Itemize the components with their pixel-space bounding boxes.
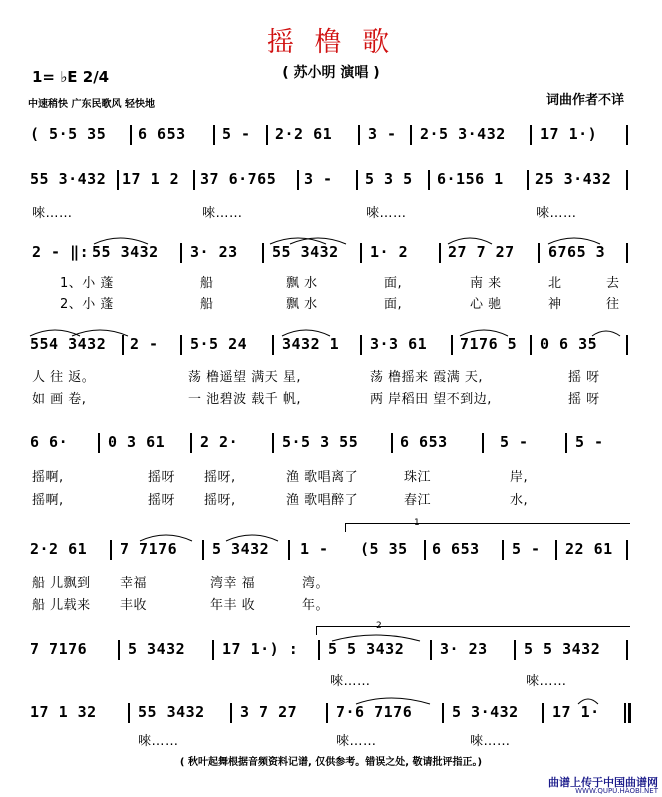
barline	[430, 640, 432, 660]
volta-number: 1	[414, 518, 420, 528]
measure: 3 -	[368, 125, 397, 143]
measure: 55 3432	[272, 243, 339, 261]
measure: 17 1 2	[122, 170, 180, 188]
lyric: 唻……	[202, 206, 243, 221]
singer-credit: ( 苏小明 演唱 )	[282, 65, 380, 81]
measure: 17 1 32	[30, 703, 97, 721]
barline	[98, 433, 100, 453]
barline	[193, 170, 195, 190]
lyric: 摇呀,	[204, 493, 236, 508]
volta-bracket-2	[316, 626, 630, 635]
barline	[410, 125, 412, 145]
lyric: 唻……	[330, 674, 371, 689]
measure: 2·2 61	[275, 125, 333, 143]
barline	[272, 335, 274, 355]
lyric: 如 画 卷,	[32, 392, 87, 407]
tempo-marking: 中速稍快 广东民歌风 轻快地	[28, 99, 155, 110]
measure: 6 653	[138, 125, 186, 143]
measure: 5 3432	[212, 540, 270, 558]
barline	[180, 335, 182, 355]
lyric: 摇呀	[148, 493, 176, 508]
barline	[530, 335, 532, 355]
barline	[118, 640, 120, 660]
barline	[360, 243, 362, 263]
measure: 17 1·)	[540, 125, 598, 143]
measure: 5 5 3432	[524, 640, 601, 658]
barline	[230, 703, 232, 723]
volta-bracket-1	[345, 523, 630, 532]
lyric: 年。	[302, 598, 330, 613]
measure: 7·6 7176	[336, 703, 413, 721]
lyric: 两 岸稻田 望不到边,	[370, 392, 492, 407]
measure: 7 7176	[30, 640, 88, 658]
barline	[442, 703, 444, 723]
lyric: 一 池碧波 载千 帆,	[188, 392, 302, 407]
final-barline	[628, 703, 631, 723]
barline	[117, 170, 119, 190]
barline	[318, 640, 320, 660]
lyric: 湾幸 福	[210, 576, 256, 591]
measure: 17 1·) :	[222, 640, 299, 658]
barline	[626, 540, 628, 560]
lyric: 唻……	[32, 206, 73, 221]
composer-credit: 词曲作者不详	[545, 93, 624, 108]
measure: 5·5 3 55	[282, 433, 359, 451]
lyric: 南 来	[470, 276, 502, 291]
measure: 3· 23	[440, 640, 488, 658]
measure: 3·3 61	[370, 335, 428, 353]
barline	[626, 125, 628, 145]
key-signature: 1= ♭E 2/4	[32, 68, 110, 86]
barline	[130, 125, 132, 145]
barline	[358, 125, 360, 145]
lyric: 1、小 蓬	[60, 276, 114, 291]
measure: 55 3432	[92, 243, 159, 261]
barline	[482, 433, 484, 453]
lyric: 唻……	[526, 674, 567, 689]
barline	[326, 703, 328, 723]
measure: 22 61	[565, 540, 613, 558]
lyric: 2、小 蓬	[60, 297, 114, 312]
measure: 2 -	[130, 335, 159, 353]
score-title: 摇 橹 歌	[266, 27, 396, 58]
lyric: 去	[606, 276, 620, 291]
lyric: 年丰 收	[210, 598, 256, 613]
measure: 7176 5	[460, 335, 518, 353]
lyric: 船	[200, 276, 214, 291]
measure: 5 -	[500, 433, 529, 451]
lyric: 珠江	[404, 470, 432, 485]
lyric: 湾。	[302, 576, 330, 591]
lyric: 神	[548, 297, 562, 312]
lyric: 渔 歌唱醉了	[286, 493, 359, 508]
barline	[122, 335, 124, 355]
lyric: 摇啊,	[32, 493, 64, 508]
barline	[266, 125, 268, 145]
measure: 55 3432	[138, 703, 205, 721]
barline	[502, 540, 504, 560]
barline	[538, 243, 540, 263]
barline	[527, 170, 529, 190]
measure: 6 653	[432, 540, 480, 558]
measure: 2 - ‖:	[32, 243, 90, 261]
measure: 17 1·	[552, 703, 600, 721]
lyric: 面,	[384, 276, 403, 291]
lyric: 唻……	[336, 734, 377, 749]
measure: 3432 1	[282, 335, 340, 353]
barline	[212, 640, 214, 660]
barline	[626, 640, 628, 660]
barline	[530, 125, 532, 145]
measure: 5 5 3432	[328, 640, 405, 658]
barline	[288, 540, 290, 560]
lyric: 渔 歌唱离了	[286, 470, 359, 485]
barline	[190, 433, 192, 453]
measure: 37 6·765	[200, 170, 277, 188]
lyric: 面,	[384, 297, 403, 312]
barline	[626, 335, 628, 355]
lyric: 唻……	[536, 206, 577, 221]
lyric: 水,	[510, 493, 529, 508]
lyric: 人 往 返。	[32, 370, 96, 385]
measure: 5 -	[222, 125, 251, 143]
measure: (5 35	[360, 540, 408, 558]
barline	[451, 335, 453, 355]
lyric: 北	[548, 276, 562, 291]
volta-number: 2	[376, 621, 382, 631]
lyric: 荡 橹摇来 霞满 天,	[370, 370, 484, 385]
barline	[297, 170, 299, 190]
measure: 554 3432	[30, 335, 107, 353]
measure: 6 6·	[30, 433, 69, 451]
measure: 1· 2	[370, 243, 409, 261]
measure: 5·5 24	[190, 335, 248, 353]
lyric: 唻……	[138, 734, 179, 749]
measure: 5 -	[512, 540, 541, 558]
lyric: 幸福	[120, 576, 148, 591]
barline	[272, 433, 274, 453]
measure: 5 3 5	[365, 170, 413, 188]
lyric: 岸,	[510, 470, 529, 485]
barline	[360, 335, 362, 355]
measure: 2 2·	[200, 433, 239, 451]
measure: 5 3·432	[452, 703, 519, 721]
lyric: 船 儿载来	[32, 598, 91, 613]
barline	[128, 703, 130, 723]
lyric: 摇呀	[148, 470, 176, 485]
measure: 3· 23	[190, 243, 238, 261]
measure: 27 7 27	[448, 243, 515, 261]
measure: 55 3·432	[30, 170, 107, 188]
measure: 6 653	[400, 433, 448, 451]
measure: 6·156 1	[437, 170, 504, 188]
lyric: 心 驰	[470, 297, 502, 312]
lyric: 飘 水	[286, 276, 318, 291]
watermark-url: WWW.QUPU.HAOBI.NET	[575, 787, 658, 795]
barline	[180, 243, 182, 263]
lyric: 唻……	[366, 206, 407, 221]
watermark: 曲谱上传于中国曲谱网	[548, 776, 658, 789]
lyric: 摇 呀	[568, 370, 600, 385]
barline	[110, 540, 112, 560]
measure: 2·2 61	[30, 540, 88, 558]
measure: 7 7176	[120, 540, 178, 558]
barline	[262, 243, 264, 263]
transcription-note: ( 秋叶起舞根据音频资料记谱, 仅供参考。错误之处, 敬请批评指正。)	[179, 757, 483, 768]
barline	[514, 640, 516, 660]
barline	[424, 540, 426, 560]
barline	[624, 703, 626, 723]
lyric: 摇啊,	[32, 470, 64, 485]
barline	[391, 433, 393, 453]
barline	[542, 703, 544, 723]
lyric: 春江	[404, 493, 432, 508]
measure: 0 3 61	[108, 433, 166, 451]
lyric: 往	[606, 297, 620, 312]
barline	[565, 433, 567, 453]
measure: 6765 3	[548, 243, 606, 261]
barline	[202, 540, 204, 560]
barline	[626, 243, 628, 263]
lyric: 船 儿飘到	[32, 576, 91, 591]
measure: 2·5 3·432	[420, 125, 506, 143]
measure: 1 -	[300, 540, 329, 558]
lyric: 船	[200, 297, 214, 312]
measure: 0 6 35	[540, 335, 598, 353]
measure: 5 3432	[128, 640, 186, 658]
lyric: 丰收	[120, 598, 148, 613]
barline	[555, 540, 557, 560]
measure: 25 3·432	[535, 170, 612, 188]
lyric: 荡 橹遥望 满天 星,	[188, 370, 302, 385]
lyric: 唻……	[470, 734, 511, 749]
barline	[356, 170, 358, 190]
measure: 3 7 27	[240, 703, 298, 721]
measure: ( 5·5 35	[30, 125, 107, 143]
barline	[213, 125, 215, 145]
lyric: 摇呀,	[204, 470, 236, 485]
barline	[439, 243, 441, 263]
barline	[626, 170, 628, 190]
measure: 3 -	[304, 170, 333, 188]
lyric: 摇 呀	[568, 392, 600, 407]
lyric: 飘 水	[286, 297, 318, 312]
measure: 5 -	[575, 433, 604, 451]
barline	[428, 170, 430, 190]
